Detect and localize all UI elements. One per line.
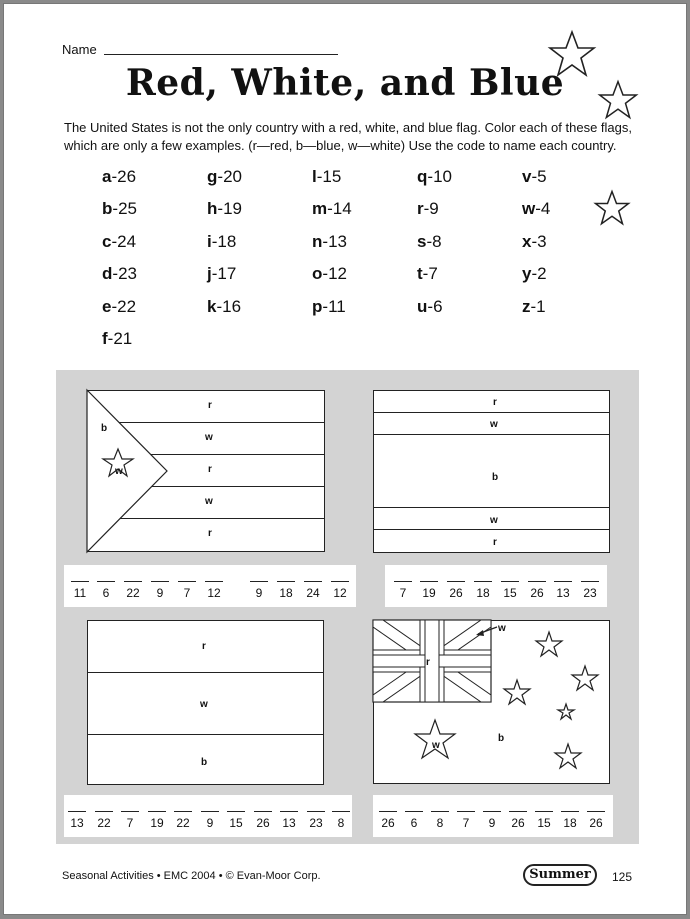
code-letter: u xyxy=(417,296,428,316)
flag-1[interactable] xyxy=(87,390,325,552)
flag-stripe[interactable] xyxy=(374,391,609,413)
slot-number: 9 xyxy=(156,586,164,600)
slot-number: 12 xyxy=(207,586,221,600)
code-value: 5 xyxy=(537,167,547,186)
code-letter: f xyxy=(102,329,108,348)
instructions-text: The United States is not the only country with a red, white, and blue flag. Color each of these flags, which are only a few examples. (r—red, b—blue, w—white) Use the code to name each country. xyxy=(64,120,632,153)
color-label: b xyxy=(492,472,499,483)
code-value: 25 xyxy=(118,199,137,219)
color-label: b xyxy=(498,733,505,744)
code-value: 20 xyxy=(223,167,242,186)
color-label: w xyxy=(205,496,213,507)
answer-slot[interactable] xyxy=(553,569,573,600)
color-label: w xyxy=(498,623,506,634)
code-letter: z xyxy=(522,296,531,316)
code-entry: n-13 xyxy=(312,231,347,251)
code-letter: m xyxy=(312,199,328,219)
slot-number: 26 xyxy=(256,816,270,830)
star-icon xyxy=(536,632,562,656)
code-value: 14 xyxy=(332,199,352,219)
code-value: 2 xyxy=(537,264,547,284)
code-value: 26 xyxy=(117,167,137,186)
code-letter: i xyxy=(207,231,212,251)
answer-slot[interactable] xyxy=(560,799,580,830)
star-icon xyxy=(415,720,455,758)
code-value: 16 xyxy=(222,296,242,316)
code-entry: f-21 xyxy=(102,329,133,348)
code-value: 15 xyxy=(322,167,342,186)
slot-number: 19 xyxy=(150,816,164,830)
answer-slot[interactable] xyxy=(580,569,600,600)
color-label: b xyxy=(101,423,108,434)
answer-strip-2 xyxy=(385,565,607,607)
code-letter: x xyxy=(522,231,532,251)
slot-number: 9 xyxy=(206,816,214,830)
slot-number: 9 xyxy=(488,816,496,830)
answer-slot[interactable] xyxy=(473,569,493,600)
slot-number: 26 xyxy=(511,816,525,830)
code-entry: w-4 xyxy=(522,199,551,219)
answer-slot[interactable] xyxy=(177,569,197,600)
code-letter: g xyxy=(207,167,218,186)
slot-number: 9 xyxy=(255,586,263,600)
code-entry: x-3 xyxy=(522,231,547,251)
color-label: w xyxy=(205,432,213,443)
code-letter: n xyxy=(312,231,323,251)
code-value: 9 xyxy=(429,199,439,219)
code-letter: s xyxy=(417,231,427,251)
answer-slot[interactable] xyxy=(482,799,502,830)
slot-number: 18 xyxy=(476,586,490,600)
answer-slot[interactable] xyxy=(173,799,193,830)
slot-number: 7 xyxy=(462,816,470,830)
answer-slot[interactable] xyxy=(70,569,90,600)
code-value: 6 xyxy=(433,296,443,316)
answer-strip-3 xyxy=(64,795,352,837)
flag-4[interactable] xyxy=(373,620,610,784)
code-letter: r xyxy=(417,199,424,219)
name-label: Name xyxy=(62,42,97,57)
answer-slot[interactable] xyxy=(303,569,323,600)
answer-slot[interactable] xyxy=(276,569,296,600)
slot-number: 26 xyxy=(589,816,603,830)
season-badge: Summer xyxy=(523,864,597,886)
slot-number: 22 xyxy=(97,816,111,830)
color-label: w xyxy=(490,419,498,430)
slot-number: 7 xyxy=(399,586,407,600)
answer-slot[interactable] xyxy=(123,569,143,600)
code-value: 18 xyxy=(217,231,237,251)
slot-number: 26 xyxy=(381,816,395,830)
code-entry: z-1 xyxy=(522,296,546,316)
slot-number: 7 xyxy=(126,816,134,830)
code-entry: s-8 xyxy=(417,231,442,251)
color-label: r xyxy=(208,464,212,475)
answer-slot[interactable] xyxy=(200,799,220,830)
answer-strip-1 xyxy=(64,565,356,607)
code-entry: h-19 xyxy=(207,199,242,219)
star-icon xyxy=(504,680,530,704)
color-label: w xyxy=(490,515,498,526)
slot-number: 18 xyxy=(563,816,577,830)
code-entry: j-17 xyxy=(207,264,237,284)
slot-number: 12 xyxy=(333,586,347,600)
answer-slot[interactable] xyxy=(150,569,170,600)
code-entry: l-15 xyxy=(312,167,342,186)
answer-slot[interactable] xyxy=(306,799,326,830)
code-entry: k-16 xyxy=(207,296,242,316)
answer-slot[interactable] xyxy=(393,569,413,600)
code-entry: p-11 xyxy=(312,296,346,316)
slot-number: 15 xyxy=(503,586,517,600)
slot-number: 11 xyxy=(73,586,87,600)
color-label: r xyxy=(208,528,212,539)
slot-number: 26 xyxy=(530,586,544,600)
answer-slot[interactable] xyxy=(330,569,350,600)
code-letter: j xyxy=(207,264,212,284)
code-entry: q-10 xyxy=(417,167,452,186)
code-value: 19 xyxy=(223,199,242,219)
code-entry: i-18 xyxy=(207,231,237,251)
color-label: r xyxy=(208,400,212,411)
code-value: 13 xyxy=(328,231,347,251)
code-letter: l xyxy=(312,167,317,186)
slot-number: 6 xyxy=(102,586,110,600)
slot-number: 23 xyxy=(583,586,597,600)
name-line[interactable] xyxy=(104,54,338,55)
answer-slot[interactable] xyxy=(120,799,140,830)
code-letter: w xyxy=(522,199,536,219)
slot-number: 24 xyxy=(306,586,320,600)
slot-number: 26 xyxy=(449,586,463,600)
answer-slot[interactable] xyxy=(508,799,528,830)
code-value: 21 xyxy=(113,329,133,348)
answer-slot[interactable] xyxy=(94,799,114,830)
answer-slot[interactable] xyxy=(147,799,167,830)
answer-slot[interactable] xyxy=(419,569,439,600)
code-value: 12 xyxy=(328,264,347,284)
flag-3[interactable] xyxy=(87,620,324,785)
slot-number: 22 xyxy=(176,816,190,830)
code-letter: t xyxy=(417,264,423,284)
code-value: 3 xyxy=(537,231,547,251)
code-value: 10 xyxy=(433,167,452,186)
answer-slot[interactable] xyxy=(96,569,116,600)
code-letter: q xyxy=(417,167,428,186)
code-entry: d-23 xyxy=(102,264,137,284)
color-label: b xyxy=(201,757,208,768)
color-label: r xyxy=(493,537,497,548)
answer-slot[interactable] xyxy=(226,799,246,830)
answer-slot[interactable] xyxy=(331,799,351,830)
code-value: 22 xyxy=(117,296,137,316)
star-icon xyxy=(555,744,581,768)
slot-number: 13 xyxy=(556,586,570,600)
answer-slot[interactable] xyxy=(586,799,606,830)
code-letter: k xyxy=(207,296,217,316)
code-value: 24 xyxy=(117,231,137,251)
color-label: r xyxy=(202,641,206,652)
answer-slot[interactable] xyxy=(500,569,520,600)
answer-slot[interactable] xyxy=(534,799,554,830)
code-letter: p xyxy=(312,296,323,316)
slot-number: 13 xyxy=(70,816,84,830)
slot-number: 19 xyxy=(422,586,436,600)
slot-number: 7 xyxy=(183,586,191,600)
color-label: r xyxy=(493,397,497,408)
code-value: 17 xyxy=(217,264,237,284)
answer-slot[interactable] xyxy=(204,569,224,600)
code-value: 4 xyxy=(540,199,551,219)
code-entry: e-22 xyxy=(102,296,137,316)
answer-slot[interactable] xyxy=(527,569,547,600)
color-label: w xyxy=(200,699,208,710)
code-entry: y-2 xyxy=(522,264,547,284)
code-letter: d xyxy=(102,264,113,284)
page-title: Red, White, and Blue xyxy=(125,62,565,104)
code-letter: y xyxy=(522,264,532,284)
answer-slot[interactable] xyxy=(404,799,424,830)
code-value: 8 xyxy=(432,231,442,251)
code-letter: e xyxy=(102,296,112,316)
code-entry: t-7 xyxy=(417,264,438,284)
code-letter: c xyxy=(102,231,112,251)
answer-strip-4 xyxy=(373,795,613,837)
slot-number: 8 xyxy=(436,816,444,830)
code-entry: b-25 xyxy=(102,199,137,219)
answer-slot[interactable] xyxy=(446,569,466,600)
code-letter: b xyxy=(102,199,113,219)
slot-number: 22 xyxy=(126,586,140,600)
color-label: w xyxy=(432,740,440,751)
slot-number: 15 xyxy=(229,816,243,830)
answer-slot[interactable] xyxy=(378,799,398,830)
code-entry: g-20 xyxy=(207,167,242,186)
flag-2[interactable] xyxy=(373,390,610,553)
answer-slot[interactable] xyxy=(430,799,450,830)
color-label: w xyxy=(115,466,123,477)
code-letter: o xyxy=(312,264,323,284)
code-letter: h xyxy=(207,199,218,219)
page-number: 125 xyxy=(612,870,633,884)
star-icon xyxy=(558,704,574,719)
flag-canton[interactable] xyxy=(373,620,610,784)
code-letter: a xyxy=(102,167,112,186)
star-icon xyxy=(572,666,598,690)
slot-number: 8 xyxy=(337,816,345,830)
answer-slot[interactable] xyxy=(279,799,299,830)
answer-slot[interactable] xyxy=(67,799,87,830)
color-label: r xyxy=(426,657,430,668)
code-entry: o-12 xyxy=(312,264,347,284)
code-value: 1 xyxy=(536,296,546,316)
slot-number: 13 xyxy=(282,816,296,830)
answer-slot[interactable] xyxy=(249,569,269,600)
slot-number: 6 xyxy=(410,816,418,830)
code-entry: c-24 xyxy=(102,231,137,251)
answer-slot[interactable] xyxy=(253,799,273,830)
slot-number: 18 xyxy=(279,586,293,600)
code-value: 11 xyxy=(328,296,346,316)
answer-slot[interactable] xyxy=(456,799,476,830)
code-entry: u-6 xyxy=(417,296,443,316)
code-entry: a-26 xyxy=(102,167,137,186)
code-letter: v xyxy=(522,167,532,186)
code-value: 7 xyxy=(428,264,438,284)
code-entry: r-9 xyxy=(417,199,439,219)
slot-number: 23 xyxy=(309,816,323,830)
footer-credit: Seasonal Activities • EMC 2004 • © Evan-Moor Corp. xyxy=(62,870,321,882)
star-icon xyxy=(594,190,630,226)
code-entry: v-5 xyxy=(522,167,547,186)
code-value: 23 xyxy=(118,264,137,284)
slot-number: 15 xyxy=(537,816,551,830)
code-entry: m-14 xyxy=(312,199,352,219)
